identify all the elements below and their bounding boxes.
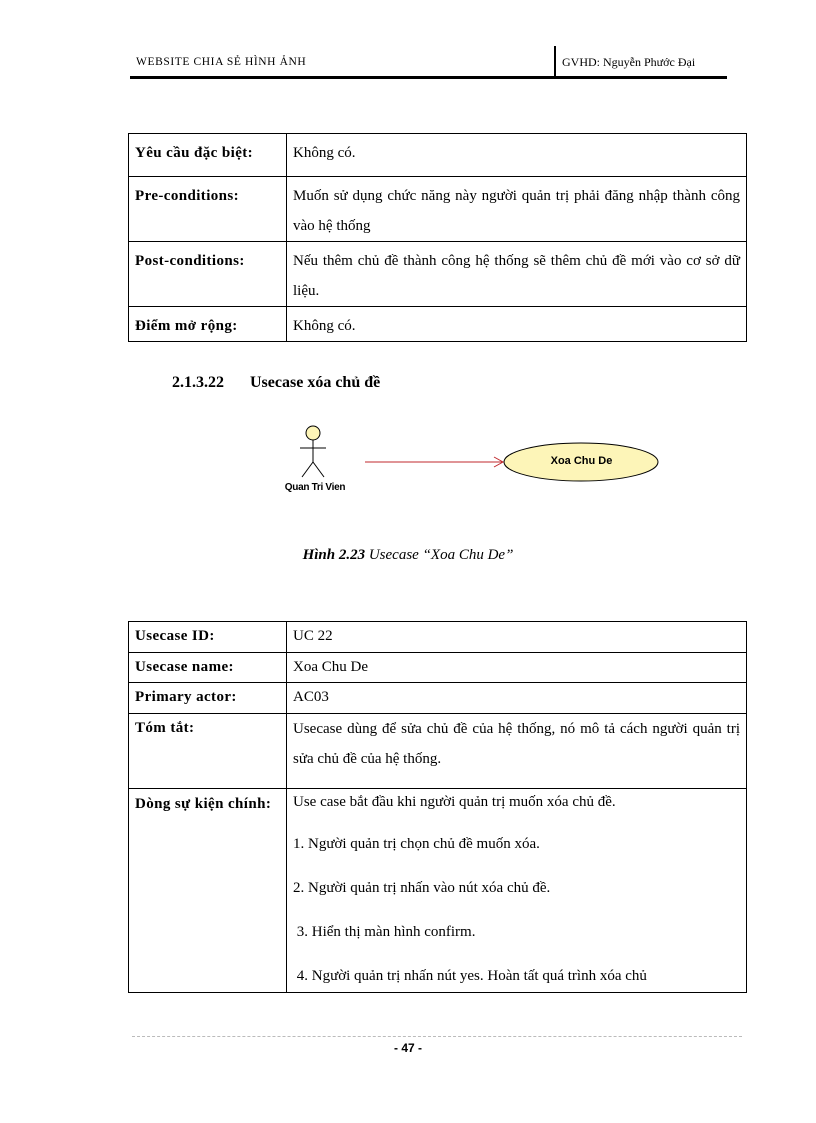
caption-prefix: Hình 2.23 [302, 547, 366, 563]
row-label: Dòng sự kiện chính: [129, 789, 287, 993]
table-row [129, 307, 747, 342]
footer-divider [132, 1036, 742, 1037]
row-label: Post-conditions: [129, 242, 287, 307]
table-row [129, 622, 747, 653]
section-heading [172, 374, 380, 392]
table-row [129, 789, 747, 993]
actor-icon [300, 426, 326, 477]
flow-line: 3. Hiển thị màn hình confirm. [293, 924, 476, 940]
flow-cell [287, 789, 747, 993]
table-row [129, 177, 747, 242]
page-header [130, 46, 727, 79]
flow-line: 4. Người quản trị nhấn nút yes. Hoàn tất quá trình xóa chủ [293, 968, 647, 984]
header-divider [554, 46, 556, 76]
row-label: Tóm tắt: [129, 714, 287, 789]
usecase-label: Xoa Chu De [550, 455, 613, 467]
row-label: Primary actor: [129, 683, 287, 714]
row-value: UC 22 [287, 622, 747, 653]
association-arrow [365, 457, 503, 467]
flow-line: 1. Người quản trị chọn chủ đề muốn xóa. [293, 836, 540, 852]
row-value: Muốn sử dụng chức năng này người quản trị phải đăng nhập thành công vào hệ thống [287, 177, 747, 242]
page-number: - 47 - [393, 1041, 422, 1055]
caption-text: Usecase “Xoa Chu De” [365, 547, 514, 563]
flow-line: 2. Người quản trị nhấn vào nút xóa chủ đề. [293, 880, 551, 896]
row-label: Usecase ID: [129, 622, 287, 653]
row-value: AC03 [287, 683, 747, 714]
usecase-spec-table [128, 621, 747, 993]
section-title: Usecase xóa chủ đề [250, 374, 381, 391]
header-advisor: GVHD: Nguyễn Phước Đại [562, 55, 696, 69]
table-row [129, 714, 747, 789]
row-value: Nếu thêm chủ đề thành công hệ thống sẽ thêm chủ đề mới vào cơ sở dữ liệu. [287, 242, 747, 307]
figure-caption [0, 547, 816, 564]
row-label: Usecase name: [129, 653, 287, 683]
usecase-diagram [270, 420, 670, 500]
row-label: Điểm mở rộng: [129, 307, 287, 342]
table-row [129, 683, 747, 714]
flow-line: Use case bắt đầu khi người quản trị muốn xóa chủ đề. [293, 794, 616, 810]
table-row [129, 242, 747, 307]
row-label: Yêu cầu đặc biệt: [129, 134, 287, 177]
header-title: WEBSITE CHIA SẺ HÌNH ẢNH [136, 56, 307, 68]
row-value: Usecase dùng để sửa chủ đề của hệ thống, nó mô tả cách người quản trị sửa chủ đề của hệ thống. [287, 714, 747, 789]
row-label: Pre-conditions: [129, 177, 287, 242]
spec-table-continued [128, 133, 747, 342]
row-value: Không có. [287, 307, 747, 342]
row-value: Xoa Chu De [287, 653, 747, 683]
table-row [129, 134, 747, 177]
section-number: 2.1.3.22 [172, 374, 224, 391]
row-value: Không có. [287, 134, 747, 177]
actor-label: Quan Tri Vien [284, 482, 346, 493]
table-row [129, 653, 747, 683]
